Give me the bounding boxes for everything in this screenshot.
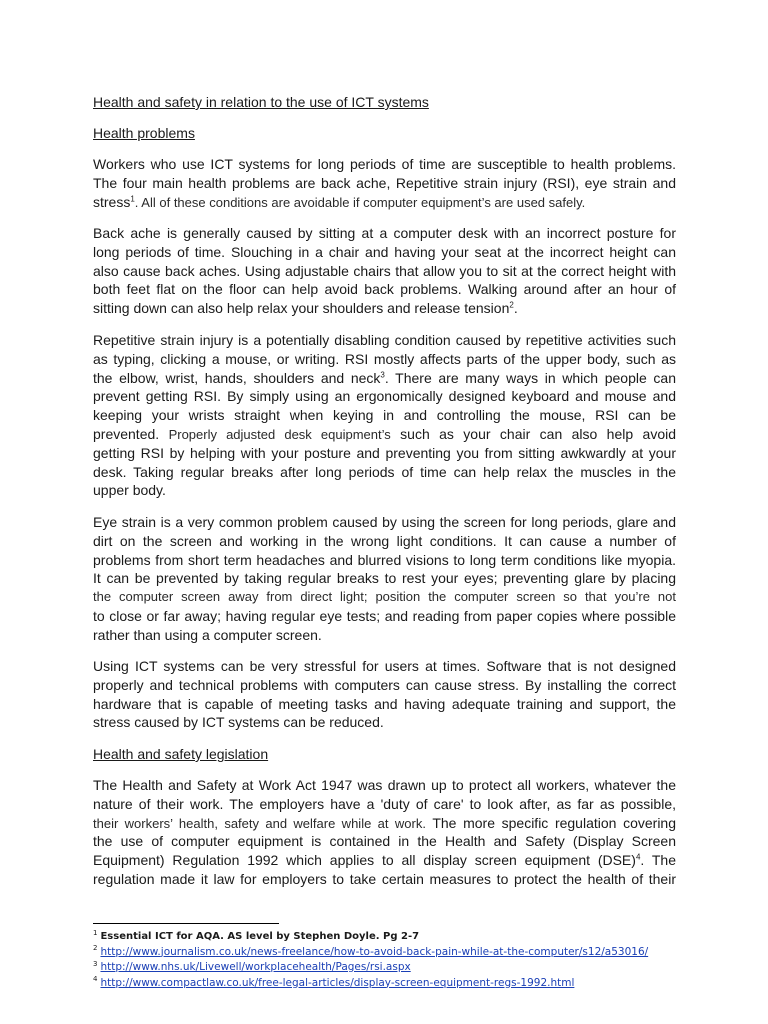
footnote-2 bbox=[93, 945, 713, 961]
paragraph-rsi bbox=[93, 331, 676, 500]
text-line bbox=[93, 299, 676, 318]
text-line: the computer screen away from direct light; position the computer screen so that you’re not bbox=[93, 589, 676, 605]
text-line: Workers who use ICT systems for long periods of time are susceptible to health problems. bbox=[93, 156, 676, 172]
text-line: stress caused by ICT systems can be reduced. bbox=[93, 714, 384, 731]
text-run: sitting down can also help relax your shoulders and release tension bbox=[93, 300, 510, 317]
footnote-ref: 3 bbox=[380, 369, 385, 379]
text-line bbox=[93, 814, 676, 833]
text-line: Eye strain is a very common problem caused by using the screen for long periods, glare and bbox=[93, 514, 676, 530]
footnote-4 bbox=[93, 976, 713, 992]
text-line: The four main health problems are back ache, Repetitive strain injury (RSI), eye strain and bbox=[93, 174, 676, 191]
text-line bbox=[93, 851, 676, 870]
text-run: Properly adjusted desk equipment’s bbox=[168, 426, 391, 442]
section-heading-health-problems: Health problems bbox=[93, 125, 195, 141]
text-run: such as your chair can also help avoid bbox=[400, 425, 677, 442]
text-line: getting RSI by helping with your posture and preventing you from sitting awkwardly at your bbox=[93, 444, 676, 461]
text-line bbox=[93, 369, 676, 388]
paragraph-intro bbox=[93, 155, 676, 211]
footnote-separator bbox=[93, 923, 279, 924]
footnote-1 bbox=[93, 929, 713, 945]
text-line: as typing, clicking a mouse, or writing. RSI mostly affects parts of the upper body, such as bbox=[93, 350, 676, 367]
text-run: prevented. bbox=[93, 425, 160, 442]
footnote-number: 1 bbox=[93, 928, 98, 937]
document-title: Health and safety in relation to the use of ICT systems bbox=[93, 94, 429, 110]
text-line bbox=[93, 425, 676, 444]
footnote-link[interactable]: http://www.nhs.uk/Livewell/workplacehealth/Pages/rsi.aspx bbox=[100, 961, 411, 973]
text-run: . There are many ways in which people can bbox=[384, 369, 676, 386]
text-line: problems from short term headaches and blurred visions to long term conditions like myopia. bbox=[93, 551, 676, 568]
text-run: The more specific regulation covering bbox=[432, 814, 676, 831]
text-line: properly and technical problems with computers can cause stress. By installing the correct bbox=[93, 676, 676, 693]
text-line: keeping your wrists straight when keying in and controlling the mouse, RSI can be bbox=[93, 407, 676, 424]
text-line: hardware that is capable of meeting tasks and having adequate training and support, the bbox=[93, 695, 676, 712]
footnote-number: 4 bbox=[93, 975, 98, 983]
footnote-ref: 4 bbox=[635, 852, 641, 862]
text-line: upper body. bbox=[93, 482, 166, 499]
text-line: rather than using a computer screen. bbox=[93, 626, 322, 643]
text-line: desk. Taking regular breaks after long periods of time can help relax the muscles in the bbox=[93, 463, 676, 480]
text-line: the use of computer equipment is contained in the Health and Safety (Display Screen bbox=[93, 833, 676, 850]
text-line: prevent getting RSI. By simply using an ergonomically designed keyboard and mouse and bbox=[93, 388, 676, 405]
text-line: nature of their work. The employers have a 'duty of care' to look after, as far as possible, bbox=[93, 795, 676, 812]
paragraph-back-ache bbox=[93, 224, 676, 318]
text-run: the elbow, wrist, hands, shoulders and neck bbox=[93, 369, 381, 386]
text-run: . All of these conditions are avoidable if computer equipment’s are used safely. bbox=[134, 194, 586, 210]
footnote-link[interactable]: http://www.journalism.co.uk/news-freelance/how-to-avoid-back-pain-while-at-the-computer/s12/a53016/ bbox=[100, 945, 649, 958]
text-line: dirt on the screen and working in the wrong light conditions. It can cause a number of bbox=[93, 532, 676, 549]
text-line: both feet flat on the floor can help avoid back problems. Walking around after an hour of bbox=[93, 281, 676, 298]
text-line: Back ache is generally caused by sitting at a computer desk with an incorrect posture for bbox=[93, 225, 676, 241]
text-line: Repetitive strain injury is a potentially disabling condition caused by repetitive activities such bbox=[93, 332, 676, 348]
paragraph-legislation bbox=[93, 776, 676, 889]
footnote-ref: 2 bbox=[509, 300, 514, 310]
text-line: also cause back aches. Using adjustable chairs that allow you to sit at the correct height with bbox=[93, 262, 676, 279]
text-run: . bbox=[513, 300, 518, 317]
text-line: It can be prevented by taking regular breaks to rest your eyes; preventing glare by placing bbox=[93, 570, 676, 587]
footnote-link[interactable]: http://www.compactlaw.co.uk/free-legal-articles/display-screen-equipment-regs-1992.html bbox=[100, 976, 575, 989]
paragraph-stress bbox=[93, 657, 676, 732]
text-run: Equipment) Regulation 1992 which applies to all display screen equipment (DSE) bbox=[93, 852, 636, 869]
text-run: stress bbox=[93, 193, 131, 210]
text-line: regulation made it law for employers to take certain measures to protect the health of their bbox=[93, 870, 676, 887]
text-line bbox=[93, 193, 676, 212]
footnote-text: Essential ICT for AQA. AS level by Stephen Doyle. Pg 2-7 bbox=[100, 931, 420, 942]
footnote-number: 2 bbox=[93, 944, 98, 952]
footnote-number: 3 bbox=[93, 959, 98, 968]
footnote-3 bbox=[93, 960, 713, 976]
text-run: . The bbox=[640, 852, 676, 869]
text-run: their workers’ health, safety and welfare while at work. bbox=[93, 815, 426, 831]
footnote-ref: 1 bbox=[130, 193, 135, 203]
text-line: Using ICT systems can be very stressful for users at times. Software that is not designed bbox=[93, 658, 676, 674]
text-line: to close or far away; having regular eye tests; and reading from paper copies where possible bbox=[93, 607, 676, 624]
paragraph-eye-strain bbox=[93, 513, 676, 645]
text-line: The Health and Safety at Work Act 1947 was drawn up to protect all workers, whatever the bbox=[93, 777, 676, 793]
section-heading-legislation: Health and safety legislation bbox=[93, 746, 269, 762]
footnotes bbox=[93, 929, 713, 991]
text-line: long periods of time. Slouching in a chair and having your seat at the incorrect height can bbox=[93, 243, 676, 260]
